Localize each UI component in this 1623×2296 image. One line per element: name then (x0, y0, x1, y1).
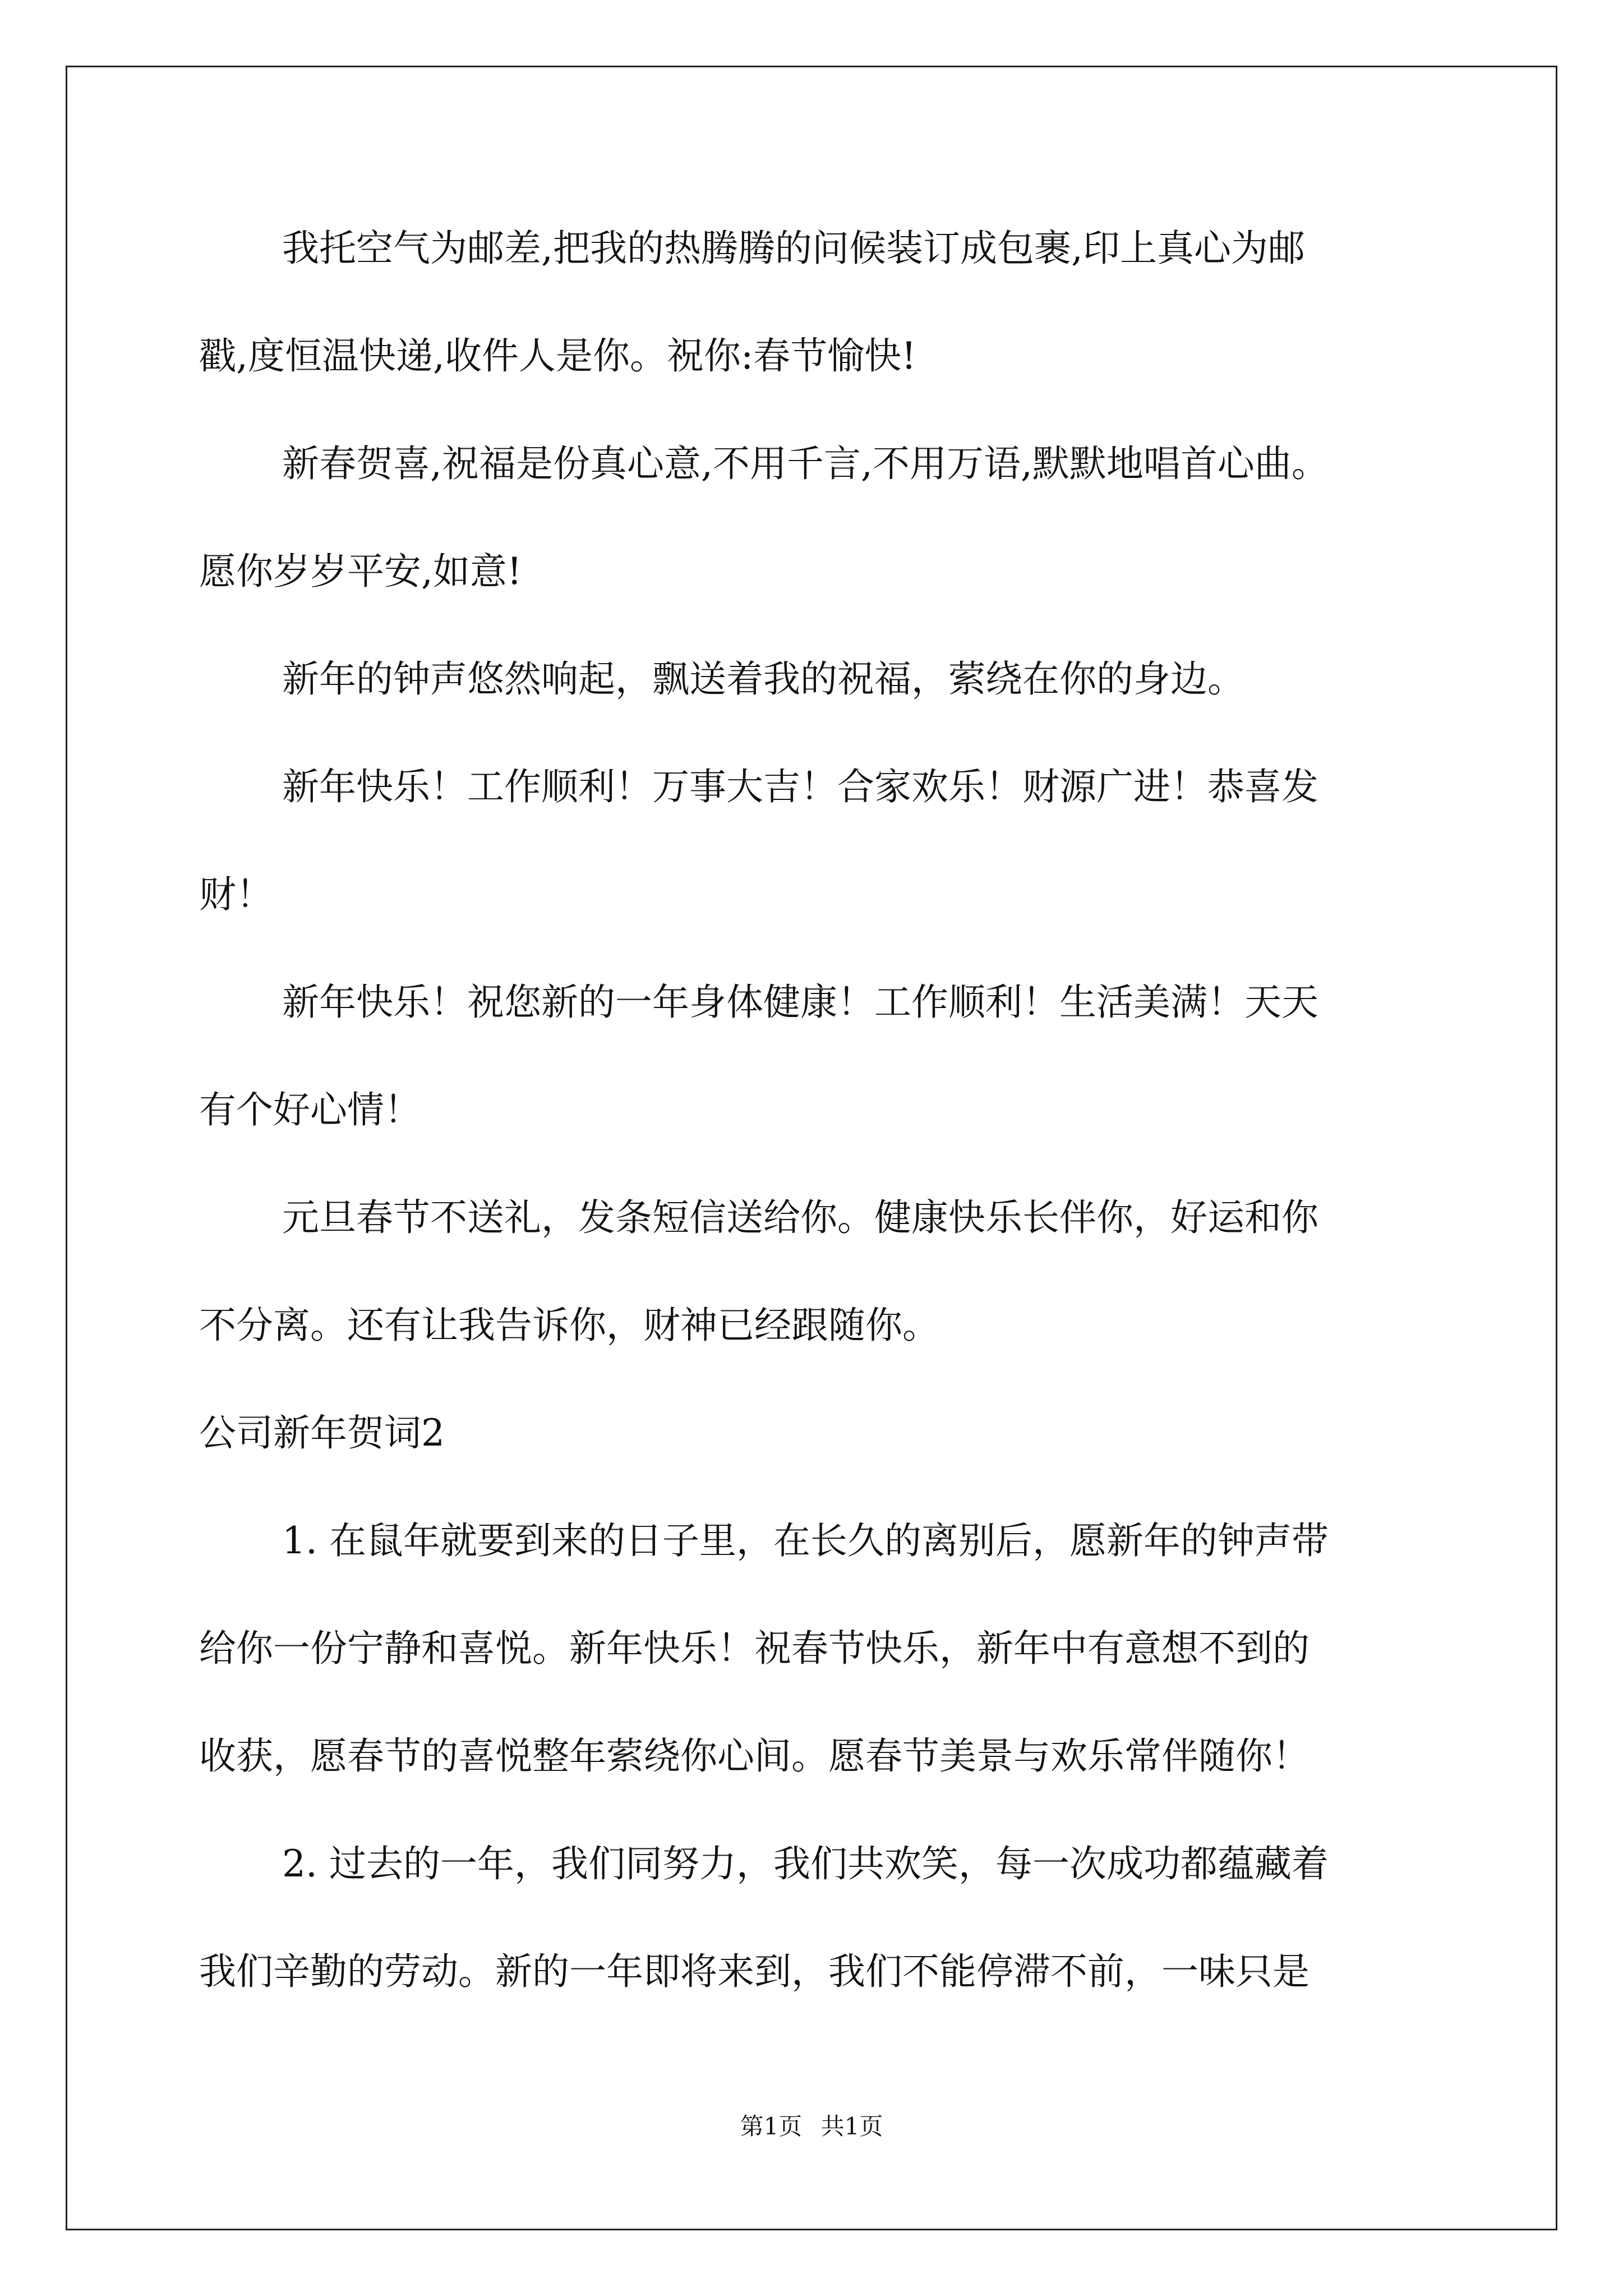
numbered-paragraph-2-line-2: 我们辛勤的劳动。新的一年即将来到，我们不能停滞不前，一味只是 (199, 1950, 1310, 1993)
page-border (66, 66, 1557, 2230)
paragraph-2-line-1: 新春贺喜,祝福是份真心意,不用千言,不用万语,默默地唱首心曲。 (282, 442, 1329, 485)
paragraph-5-line-1: 新年快乐！祝您新的一年身体健康！工作顺利！生活美满！天天 (282, 981, 1318, 1024)
paragraph-2-line-2: 愿你岁岁平安,如意! (199, 550, 522, 593)
paragraph-6-line-2: 不分离。还有让我告诉你，财神已经跟随你。 (199, 1304, 939, 1347)
numbered-paragraph-1-line-2: 给你一份宁静和喜悦。新年快乐！祝春节快乐，新年中有意想不到的 (199, 1627, 1310, 1670)
section-heading: 公司新年贺词2 (199, 1411, 445, 1455)
page-footer (0, 2112, 1623, 2141)
paragraph-6-line-1: 元旦春节不送礼，发条短信送给你。健康快乐长伴你，好运和你 (282, 1196, 1318, 1239)
paragraph-1-line-1: 我托空气为邮差,把我的热腾腾的问候装订成包裹,印上真心为邮 (282, 227, 1305, 270)
page-number-current: 第1页 (740, 2113, 803, 2140)
paragraph-5-line-2: 有个好心情！ (199, 1088, 421, 1131)
paragraph-4-line-2: 财！ (199, 873, 273, 916)
numbered-paragraph-1-line-1: 1. 在鼠年就要到来的日子里，在长久的离别后，愿新年的钟声带 (282, 1519, 1329, 1562)
paragraph-4-line-1: 新年快乐！工作顺利！万事大吉！合家欢乐！财源广进！恭喜发 (282, 765, 1318, 808)
numbered-paragraph-1-line-3: 收获，愿春节的喜悦整年萦绕你心间。愿春节美景与欢乐常伴随你！ (199, 1734, 1310, 1778)
paragraph-3-line-1: 新年的钟声悠然响起，飘送着我的祝福，萦绕在你的身边。 (282, 657, 1244, 701)
page-number-total: 共1页 (820, 2113, 883, 2140)
paragraph-1-line-2: 戳,度恒温快递,收件人是你。祝你:春节愉快! (199, 334, 916, 378)
numbered-paragraph-2-line-1: 2. 过去的一年，我们同努力，我们共欢笑，每一次成功都蕴藏着 (282, 1842, 1329, 1885)
